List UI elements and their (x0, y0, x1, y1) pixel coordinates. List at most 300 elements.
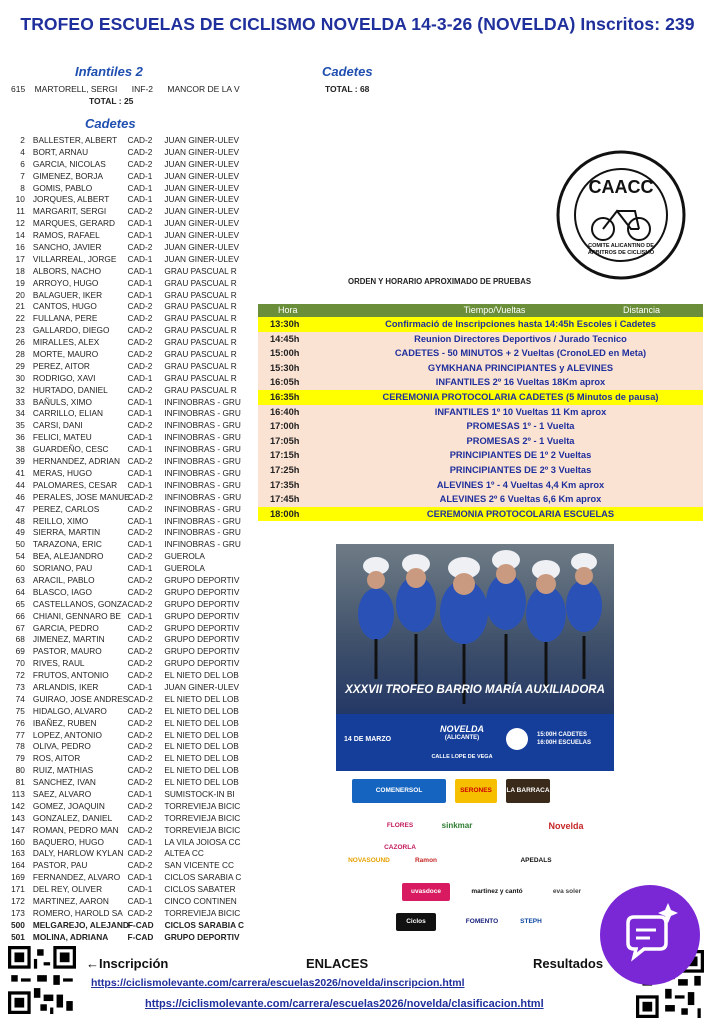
rider-name: IBAÑEZ, RUBEN (32, 717, 97, 728)
roster-row (4, 325, 254, 337)
schedule-row (258, 419, 703, 434)
sponsor-logo: COMENERSOL (352, 779, 446, 803)
header-distancia: Distancia (623, 305, 661, 315)
poster-time2: 16:00H ESCUELAS (537, 740, 592, 746)
rider-name: REILLO, XIMO (32, 515, 89, 526)
rider-number: 26 (15, 337, 25, 348)
roster-row (4, 837, 254, 849)
rider-number: 16 (15, 242, 25, 253)
roster-row (4, 349, 254, 361)
rider-name: PASTOR, MAURO (32, 646, 102, 657)
rider-club: GRUPO DEPORTIV (164, 586, 240, 597)
roster-row (4, 373, 254, 385)
rider-name: PALOMARES, CESAR (32, 479, 118, 490)
rider-number: 20 (15, 289, 25, 300)
poster-time1: 15:00H CADETES (537, 732, 588, 738)
rider-category: CAD-2 (127, 622, 153, 633)
rider-club: INFINOBRAS - GRU (164, 467, 241, 478)
rider-club: LA VILA JOIOSA CC (164, 836, 241, 847)
rider-name: VILLARREAL, JORGE (32, 253, 117, 264)
resultados-label: Resultados (533, 956, 604, 971)
rider-club: INFINOBRAS - GRU (164, 456, 241, 467)
rider-club: EL NIETO DEL LOB (164, 741, 239, 752)
schedule-row (258, 478, 703, 493)
inscripcion-label: ←Inscripción (86, 956, 169, 971)
poster-sponsors (336, 771, 614, 943)
schedule-time: 18:00h (270, 508, 300, 519)
rider-club: GRUPO DEPORTIV (164, 610, 240, 621)
rider-category: CAD-1 (127, 836, 153, 847)
infantiles-club: MANCOR DE LA V (167, 84, 240, 94)
roster-row (4, 278, 254, 290)
rider-category: CAD-2 (127, 598, 153, 609)
rider-name: ALBORS, NACHO (32, 265, 102, 276)
roster-row (4, 694, 254, 706)
rider-category: CAD-2 (127, 729, 153, 740)
rider-club: INFINOBRAS - GRU (164, 396, 241, 407)
assistant-button[interactable] (600, 885, 700, 985)
roster-row (4, 218, 254, 230)
rider-category: CAD-1 (127, 253, 153, 264)
rider-category: CAD-2 (127, 824, 153, 835)
roster-row (4, 563, 254, 575)
rider-category: CAD-1 (127, 515, 153, 526)
roster-row (4, 194, 254, 206)
logo-inner-text-2: ARBITROS DE CICLISMO (587, 250, 655, 256)
rider-category: CAD-2 (127, 670, 153, 681)
logo-text: CAACC (588, 177, 654, 197)
infantiles-name: MARTORELL, SERGI (34, 84, 118, 94)
rider-name: HURTADO, DANIEL (32, 384, 108, 395)
roster-row (4, 670, 254, 682)
rider-number: 147 (11, 824, 25, 835)
rider-club: GRUPO DEPORTIV (164, 598, 240, 609)
rider-number: 8 (20, 182, 25, 193)
roster-row (4, 718, 254, 730)
rider-name: GARCIA, PEDRO (32, 622, 99, 633)
rider-category: CAD-1 (127, 610, 153, 621)
rider-name: GUARDEÑO, CESC (32, 444, 109, 455)
rider-category: CAD-1 (127, 182, 153, 193)
rider-club: JUAN GINER-ULEV (164, 206, 240, 217)
infantiles-row (11, 84, 240, 94)
sponsor-logo: FLORES CAZORLA (378, 815, 422, 837)
rider-category: CAD-2 (127, 693, 153, 704)
rider-category: CAD-2 (127, 551, 153, 562)
rider-club: CICLOS SARABIA C (164, 872, 242, 883)
rider-name: BALLESTER, ALBERT (32, 135, 118, 145)
logo-inner-text-1: COMITE ALICANTINO DE (588, 243, 654, 249)
rider-club: GRUPO DEPORTIV (164, 658, 240, 669)
header-hora: Hora (278, 305, 298, 315)
rider-club: JUAN GINER-ULEV (164, 681, 240, 692)
rider-number: 74 (15, 693, 25, 704)
rider-category: CAD-2 (127, 325, 153, 336)
rider-club: EL NIETO DEL LOB (164, 765, 239, 776)
rider-name: MIRALLES, ALEX (32, 337, 100, 348)
infantiles-num: 615 (11, 84, 26, 94)
qr-code-icon[interactable] (8, 946, 76, 1014)
rider-category: CAD-1 (127, 444, 153, 455)
roster-row (4, 516, 254, 528)
rider-category: CAD-2 (127, 135, 153, 145)
rider-category: CAD-2 (127, 860, 153, 871)
schedule-time: 15:30h (270, 362, 300, 373)
roster-row (4, 171, 254, 183)
cadetes-title: Cadetes (85, 116, 136, 131)
rider-category: CAD-2 (127, 848, 153, 859)
rider-club: TORREVIEJA BICIC (164, 907, 241, 918)
poster-city: NOVELDA (439, 724, 484, 734)
rider-name: BALAGUER, IKER (32, 289, 103, 300)
header-tiempo: Tiempo/Vueltas (463, 305, 526, 315)
rider-club: INFINOBRAS - GRU (164, 479, 241, 490)
sponsor-logo: Novelda (534, 815, 598, 837)
rider-number: 36 (15, 432, 25, 443)
rider-number: 6 (20, 158, 25, 169)
rider-club: GRUPO DEPORTIV (164, 622, 240, 633)
roster-row (4, 825, 254, 837)
rider-club: SAN VICENTE CC (164, 860, 234, 871)
sponsor-logo: uvasdoce (402, 883, 450, 901)
rider-name: MARGARIT, SERGI (32, 206, 107, 217)
sponsor-logo: LA BARRACA (506, 779, 550, 803)
sponsor-logo: sinkmar (428, 815, 486, 837)
schedule-row (258, 434, 703, 449)
schedule-row (258, 317, 703, 332)
rider-name: DEL REY, OLIVER (32, 884, 103, 895)
rider-name: PEREZ, CARLOS (32, 503, 100, 514)
rider-number: 160 (11, 836, 25, 847)
rider-category: CAD-2 (127, 242, 153, 253)
rider-number: 28 (15, 349, 25, 360)
rider-category: CAD-2 (127, 634, 153, 645)
rider-number: 33 (15, 396, 25, 407)
rider-club: CICLOS SARABIA C (164, 919, 245, 930)
rider-club: CINCO CONTINEN (164, 896, 237, 906)
rider-category: F-CAD (127, 919, 154, 930)
schedule-description: INFANTILES 1º 10 Vueltas 11 Km aprox (434, 406, 607, 417)
rider-name: OLIVA, PEDRO (32, 741, 91, 752)
rider-category: CAD-2 (127, 384, 153, 395)
roster-row (4, 527, 254, 539)
rider-category: CAD-1 (127, 372, 153, 383)
rider-category: CAD-1 (127, 396, 153, 407)
rider-club: GRUPO DEPORTIV (164, 574, 240, 585)
schedule-row (258, 346, 703, 361)
inscripcion-link[interactable]: https://ciclismolevante.com/carrera/escuelas2026/novelda/inscripcion.html (91, 977, 465, 989)
roster-row (4, 397, 254, 409)
rider-name: BEA, ALEJANDRO (32, 551, 104, 562)
schedule-time: 16:40h (270, 406, 300, 417)
roster-row (4, 730, 254, 742)
poster-emblem-icon (506, 728, 528, 750)
roster-row (4, 587, 254, 599)
rider-club: CICLOS SABATER (164, 884, 236, 895)
roster-row (4, 932, 254, 944)
rider-category: CAD-2 (127, 313, 153, 324)
poster-street: CALLE LOPE DE VEGA (431, 754, 493, 760)
roster-row (4, 468, 254, 480)
rider-number: 171 (11, 884, 25, 895)
rider-number: 69 (15, 646, 25, 657)
rider-club: JUAN GINER-ULEV (164, 194, 240, 205)
rider-category: CAD-2 (127, 753, 153, 764)
rider-number: 18 (15, 265, 25, 276)
rider-name: PERALES, JOSE MANUE (32, 491, 130, 502)
rider-category: CAD-1 (127, 432, 153, 443)
rider-club: INFINOBRAS - GRU (164, 408, 241, 419)
rider-name: JORQUES, ALBERT (32, 194, 110, 205)
rider-category: CAD-2 (127, 456, 153, 467)
rider-number: 78 (15, 741, 25, 752)
roster-row (4, 801, 254, 813)
roster-row (4, 575, 254, 587)
rider-name: GALLARDO, DIEGO (32, 325, 110, 336)
rider-number: 64 (15, 586, 25, 597)
roster-row (4, 706, 254, 718)
schedule-time: 13:30h (270, 319, 300, 329)
roster-row (4, 599, 254, 611)
roster-row (4, 813, 254, 825)
roster-row (4, 492, 254, 504)
rider-name: GOMIS, PABLO (32, 182, 93, 193)
rider-name: HIDALGO, ALVARO (32, 705, 107, 716)
schedule-row (258, 463, 703, 478)
cadetes-right-total: TOTAL : 68 (325, 84, 370, 94)
rider-name: SANCHO, JAVIER (32, 242, 102, 253)
rider-number: 22 (15, 313, 25, 324)
roster-row (4, 408, 254, 420)
rider-name: ROS, AITOR (32, 753, 81, 764)
sponsor-logo: martinez y cantó (464, 883, 530, 901)
rider-number: 47 (15, 503, 25, 514)
rider-club: JUAN GINER-ULEV (164, 170, 240, 181)
rider-number: 501 (11, 931, 25, 942)
rider-category: CAD-2 (127, 158, 153, 169)
rider-club: JUAN GINER-ULEV (164, 158, 240, 169)
schedule-time: 14:45h (270, 333, 300, 344)
rider-name: GONZALEZ, DANIEL (32, 812, 113, 823)
rider-name: RUIZ, MATHIAS (32, 765, 94, 776)
rider-number: 60 (15, 563, 25, 574)
rider-number: 169 (11, 872, 25, 883)
sponsor-logo: NOVASOUND (344, 851, 394, 871)
schedule-description: PROMESAS 2º - 1 Vuelta (466, 435, 575, 446)
rider-category: CAD-2 (127, 812, 153, 823)
schedule-row (258, 448, 703, 463)
schedule-description: CEREMONIA PROTOCOLARIA CADETES (5 Minutos de pausa) (382, 391, 659, 402)
rider-name: FULLANA, PERE (32, 313, 98, 324)
rider-name: ARROYO, HUGO (32, 277, 99, 288)
rider-name: SORIANO, PAU (32, 563, 93, 574)
rider-number: 67 (15, 622, 25, 633)
roster-row (4, 646, 254, 658)
rider-club: GUEROLA (164, 563, 205, 574)
roster-row (4, 242, 254, 254)
roster-row (4, 908, 254, 920)
roster-row (4, 206, 254, 218)
roster-row (4, 456, 254, 468)
roster-row (4, 611, 254, 623)
rider-number: 46 (15, 491, 25, 502)
rider-club: EL NIETO DEL LOB (164, 693, 240, 704)
rider-club: GRAU PASCUAL R (164, 372, 237, 383)
rider-number: 143 (11, 812, 25, 823)
schedule-row (258, 375, 703, 390)
rider-club: GRAU PASCUAL R (164, 349, 237, 360)
roster-row (4, 623, 254, 635)
rider-club: INFINOBRAS - GRU (164, 432, 241, 443)
rider-number: 79 (15, 753, 25, 764)
rider-category: CAD-1 (127, 289, 153, 300)
rider-category: CAD-2 (127, 146, 153, 157)
rider-club: GRAU PASCUAL R (164, 384, 237, 395)
schedule-description: GYMKHANA PRINCIPIANTES y ALEVINES (427, 362, 614, 373)
roster-row (4, 183, 254, 195)
schedule-time: 15:00h (270, 348, 300, 359)
rider-category: CAD-2 (127, 800, 153, 811)
rider-category: CAD-1 (127, 194, 153, 205)
rider-name: ROMAN, PEDRO MAN (32, 824, 119, 835)
rider-number: 500 (11, 919, 25, 930)
rider-club: INFINOBRAS - GRU (164, 503, 241, 514)
rider-category: CAD-1 (127, 467, 153, 478)
infantiles-title: Infantiles 2 (75, 64, 143, 79)
schedule-row (258, 332, 703, 347)
rider-category: CAD-1 (127, 218, 153, 229)
rider-name: RODRIGO, XAVI (32, 372, 96, 383)
schedule-header (258, 304, 703, 317)
rider-category: CAD-2 (127, 206, 153, 217)
rider-club: GRAU PASCUAL R (164, 277, 237, 288)
clasificacion-link[interactable]: https://ciclismolevante.com/carrera/escuelas2026/novelda/clasificacion.html (145, 998, 544, 1010)
rider-club: GRAU PASCUAL R (164, 301, 237, 312)
rider-number: 11 (16, 206, 25, 217)
rider-club: JUAN GINER-ULEV (164, 135, 240, 145)
roster-row (4, 254, 254, 266)
rider-club: GRAU PASCUAL R (164, 313, 237, 324)
rider-number: 63 (15, 574, 25, 585)
rider-name: BAQUERO, HUGO (32, 836, 104, 847)
rider-number: 14 (15, 230, 25, 241)
sponsor-logo: SERONES (455, 779, 497, 803)
rider-name: MARQUES, GERARD (32, 218, 115, 229)
roster-row (4, 420, 254, 432)
roster-row (4, 658, 254, 670)
rider-club: INFINOBRAS - GRU (164, 539, 241, 550)
infantiles-total: TOTAL : 25 (89, 96, 134, 106)
rider-name: ARACIL, PABLO (32, 574, 95, 585)
rider-number: 41 (15, 467, 25, 478)
roster-row (4, 385, 254, 397)
schedule-description: Reunion Directores Deportivos / Jurado Tecnico (414, 333, 627, 344)
rider-number: 39 (15, 456, 25, 467)
rider-number: 70 (15, 658, 25, 669)
roster-row (4, 551, 254, 563)
rider-number: 50 (15, 539, 25, 550)
rider-number: 75 (15, 705, 25, 716)
rider-club: JUAN GINER-ULEV (164, 182, 240, 193)
rider-category: CAD-1 (127, 539, 153, 550)
rider-number: 30 (15, 372, 25, 383)
roster-row (4, 884, 254, 896)
rider-name: CARRILLO, ELIAN (32, 408, 103, 419)
schedule-row (258, 492, 703, 507)
rider-club: EL NIETO DEL LOB (164, 729, 239, 740)
rider-number: 113 (11, 788, 25, 799)
rider-club: EL NIETO DEL LOB (164, 753, 239, 764)
rider-number: 49 (15, 527, 25, 538)
rider-name: GUIRAO, JOSE ANDRES (32, 693, 129, 704)
rider-number: 10 (15, 194, 25, 205)
roster-row (4, 920, 254, 932)
rider-name: MOLINA, ADRIANA (32, 931, 109, 942)
rider-category: CAD-2 (127, 777, 153, 788)
rider-number: 21 (15, 301, 25, 312)
rider-name: SANCHEZ, IVAN (32, 777, 96, 788)
rider-name: LOPEZ, ANTONIO (32, 729, 102, 740)
rider-name: CANTOS, HUGO (32, 301, 97, 312)
rider-club: EL NIETO DEL LOB (164, 705, 239, 716)
cadetes-right-title: Cadetes (322, 64, 373, 79)
rider-name: PEREZ, AITOR (32, 360, 90, 371)
roster-row (4, 301, 254, 313)
schedule-description: PRINCIPIANTES DE 2º 3 Vueltas (449, 464, 592, 475)
schedule-row (258, 405, 703, 420)
rider-category: CAD-2 (127, 420, 153, 431)
rider-number: 17 (15, 253, 25, 264)
rider-club: GRAU PASCUAL R (164, 289, 237, 300)
rider-category: CAD-2 (127, 527, 153, 538)
rider-number: 68 (15, 634, 25, 645)
rider-name: TARAZONA, ERIC (32, 539, 102, 550)
event-poster (336, 544, 614, 943)
rider-number: 76 (15, 717, 25, 728)
schedule-time: 17:35h (270, 479, 300, 490)
rider-category: CAD-2 (127, 491, 153, 502)
rider-club: EL NIETO DEL LOB (164, 717, 239, 728)
rider-club: JUAN GINER-ULEV (164, 146, 240, 157)
roster-row (4, 634, 254, 646)
rider-name: CARSI, DANI (32, 420, 83, 431)
rider-category: CAD-2 (127, 503, 153, 514)
rider-club: INFINOBRAS - GRU (164, 420, 241, 431)
rider-club: TORREVIEJA BICIC (164, 824, 241, 835)
schedule-time: 17:05h (270, 435, 300, 446)
rider-club: INFINOBRAS - GRU (164, 515, 241, 526)
rider-name: CASTELLANOS, GONZA (32, 598, 128, 609)
rider-category: CAD-1 (127, 230, 153, 241)
roster-row (4, 147, 254, 159)
rider-name: JIMENEZ, MARTIN (32, 634, 105, 645)
rider-category: CAD-1 (127, 265, 153, 276)
sponsor-logo: FOMENTO (460, 913, 504, 931)
rider-name: SIERRA, MARTIN (32, 527, 101, 538)
schedule-description: Confirmació de Inscripciones hasta 14:45h Escoles i Cadetes (385, 319, 656, 329)
rider-number: 172 (11, 896, 25, 906)
roster-row (4, 682, 254, 694)
rider-number: 2 (20, 135, 25, 145)
rider-name: GARCIA, NICOLAS (32, 158, 106, 169)
roster-row (4, 230, 254, 242)
poster-province: (ALICANTE) (444, 735, 480, 741)
rider-number: 66 (15, 610, 25, 621)
rider-name: CHIANI, GENNARO BE (32, 610, 121, 621)
roster-row (4, 896, 254, 908)
rider-club: TORREVIEJA BICIC (164, 800, 241, 811)
rider-number: 48 (15, 515, 25, 526)
